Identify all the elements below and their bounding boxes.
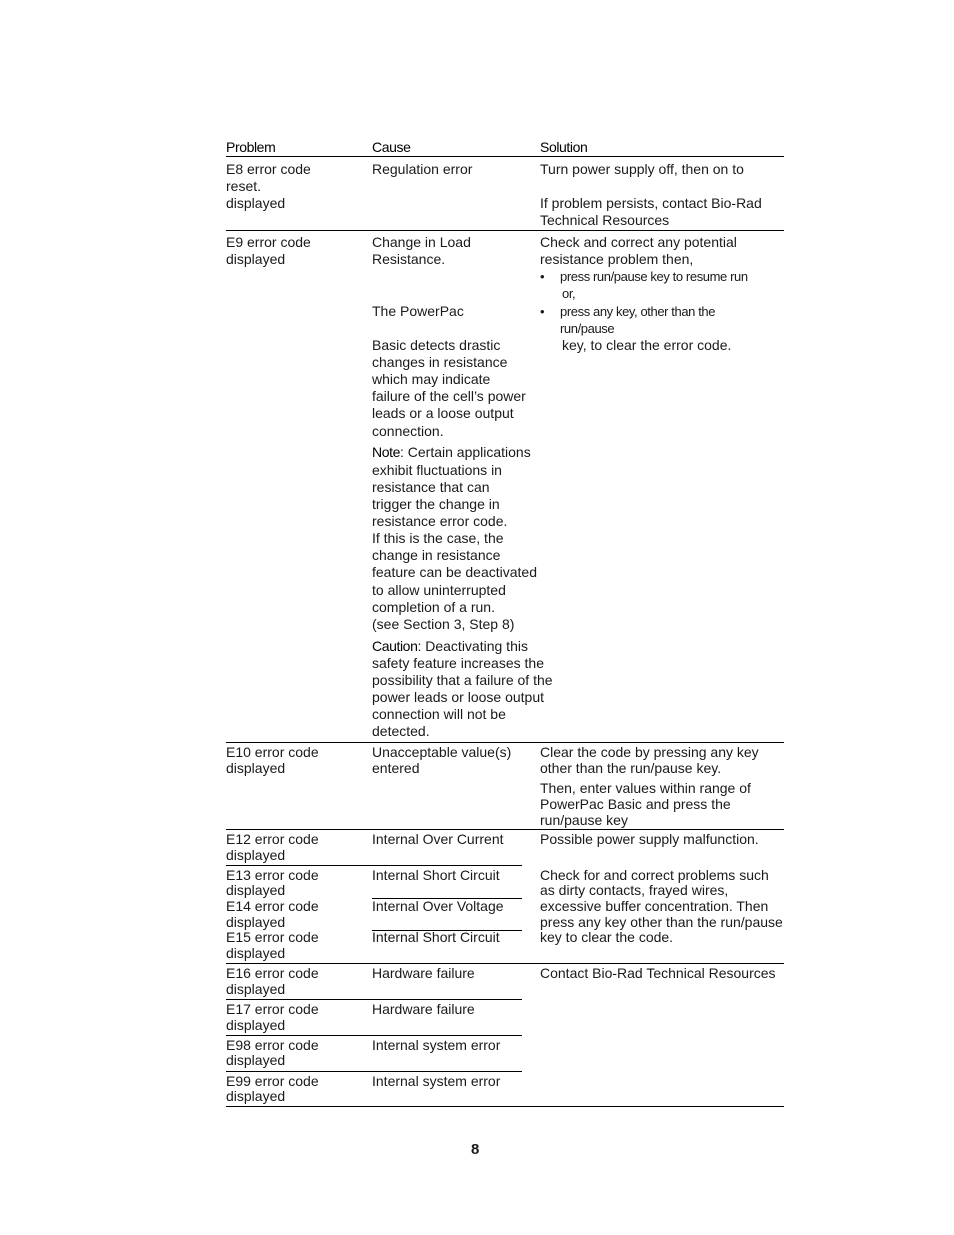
- e99-cause: Internal system error: [372, 1073, 501, 1089]
- e8-solution-line-3: Technical Resources: [540, 212, 670, 228]
- e9-caution-line-1: [372, 638, 528, 655]
- e16-cause: Hardware failure: [372, 965, 475, 981]
- e9-note-line-3: resistance that can: [372, 479, 490, 495]
- e9-note-line-5: resistance error code.: [372, 513, 508, 529]
- e15-cause: Internal Short Circuit: [372, 929, 500, 945]
- table-bottom-rule: [226, 1106, 784, 1107]
- e9-note-line-2: exhibit fluctuations in: [372, 462, 502, 478]
- e10-solution-line-1: Clear the code by pressing any key: [540, 744, 759, 760]
- caution-text: : Deactivating this: [417, 638, 528, 654]
- page-number: 8: [471, 1141, 480, 1158]
- row-rule-e12: [226, 865, 522, 866]
- row-rule-e8: [226, 230, 784, 231]
- e9-bullet-1-text: press run/pause key to resume run: [560, 269, 748, 284]
- e12-cause: Internal Over Current: [372, 831, 504, 847]
- group-solution-line-5: key to clear the code.: [540, 929, 674, 945]
- e16-problem-line-1: E16 error code: [226, 965, 319, 981]
- row-rule-e16: [226, 999, 522, 1000]
- e13-problem-line-2: displayed: [226, 882, 286, 898]
- row-rule-e17: [226, 1035, 522, 1036]
- e14-cause: Internal Over Voltage: [372, 898, 504, 914]
- bullet-2: •: [540, 304, 545, 319]
- e15-problem-line-1: E15 error code: [226, 929, 319, 945]
- header-solution: Solution: [540, 139, 588, 155]
- e9-or-text: or,: [562, 286, 576, 301]
- e9-caution-line-6: detected.: [372, 723, 430, 739]
- e9-note-line-4: trigger the change in: [372, 496, 500, 512]
- e9-note-line-8: feature can be deactivated: [372, 564, 538, 580]
- e16-problem-line-2: displayed: [226, 981, 286, 997]
- e9-cause-powerpac: The PowerPac: [372, 303, 464, 319]
- group-solution-line-4: press any key other than the run/pause: [540, 914, 783, 930]
- e8-problem-line-3: displayed: [226, 195, 286, 211]
- e10-problem-line-2: displayed: [226, 760, 286, 776]
- e9-note-line-1: [372, 444, 531, 461]
- e99-problem-line-2: displayed: [226, 1088, 286, 1104]
- e9-bullet-2-line-2: run/pause: [560, 321, 615, 336]
- row-rule-e9: [226, 742, 784, 743]
- e9-problem-line-2: displayed: [226, 251, 286, 267]
- header-rule: [226, 156, 784, 157]
- e17-problem-line-2: displayed: [226, 1017, 286, 1033]
- group-solution-line-3: excessive buffer concentration. Then: [540, 898, 769, 914]
- e10-cause-line-2: entered: [372, 760, 420, 776]
- e9-bullet-2-line-1: press any key, other than the: [560, 304, 716, 319]
- e8-solution-line-1: Turn power supply off, then on to: [540, 161, 744, 177]
- e17-cause: Hardware failure: [372, 1001, 475, 1017]
- row-rule-e98: [226, 1071, 522, 1072]
- e9-note-line-10: completion of a run.: [372, 599, 495, 615]
- e9-caution-line-5: connection will not be: [372, 706, 506, 722]
- e9-cause-line-2: Resistance.: [372, 251, 446, 267]
- e9-cause-detail-3: which may indicate: [372, 371, 491, 387]
- e10-problem-line-1: E10 error code: [226, 744, 319, 760]
- e14-problem-line-2: displayed: [226, 914, 286, 930]
- e12-problem-line-2: displayed: [226, 847, 286, 863]
- header-problem: Problem: [226, 139, 276, 155]
- e10-solution-line-5: run/pause key: [540, 812, 628, 828]
- e9-solution-line-2: resistance problem then,: [540, 251, 694, 267]
- e9-caution-line-3: possibility that a failure of the: [372, 672, 553, 688]
- header-cause: Cause: [372, 139, 411, 155]
- bullet-1: •: [540, 269, 545, 284]
- e8-problem-line-2: reset.: [226, 178, 262, 194]
- e9-solution-line-1: Check and correct any potential: [540, 234, 737, 250]
- group-solution-line-1: Check for and correct problems such: [540, 867, 769, 883]
- e9-note-line-6: If this is the case, the: [372, 530, 504, 546]
- e8-solution-line-2: If problem persists, contact Bio-Rad: [540, 195, 762, 211]
- row-rule-e10: [226, 829, 784, 830]
- e9-bullet-2-tail: key, to clear the error code.: [562, 337, 732, 353]
- e9-cause-detail-2: changes in resistance: [372, 354, 508, 370]
- e10-solution-line-4: PowerPac Basic and press the: [540, 796, 731, 812]
- e98-problem-line-2: displayed: [226, 1052, 286, 1068]
- e9-caution-line-4: power leads or loose output: [372, 689, 544, 705]
- e98-problem-line-1: E98 error code: [226, 1037, 319, 1053]
- e9-note-line-11: (see Section 3, Step 8): [372, 616, 515, 632]
- e99-problem-line-1: E99 error code: [226, 1073, 319, 1089]
- e9-note-line-7: change in resistance: [372, 547, 501, 563]
- row-rule-e15: [226, 963, 784, 964]
- e12-problem-line-1: E12 error code: [226, 831, 319, 847]
- e10-solution-line-3: Then, enter values within range of: [540, 780, 751, 796]
- e9-cause-detail-1: Basic detects drastic: [372, 337, 501, 353]
- e98-cause: Internal system error: [372, 1037, 501, 1053]
- e9-cause-detail-6: connection.: [372, 423, 444, 439]
- e13-cause: Internal Short Circuit: [372, 867, 500, 883]
- e17-problem-line-1: E17 error code: [226, 1001, 319, 1017]
- e16-solution: Contact Bio-Rad Technical Resources: [540, 965, 776, 981]
- e9-cause-detail-5: leads or a loose output: [372, 405, 514, 421]
- e9-note-line-9: to allow uninterrupted: [372, 582, 506, 598]
- e9-cause-line-1: Change in Load: [372, 234, 471, 250]
- e9-cause-detail-4: failure of the cell’s power: [372, 388, 526, 404]
- e9-problem-line-1: E9 error code: [226, 234, 311, 250]
- e9-caution-line-2: safety feature increases the: [372, 655, 544, 671]
- e8-cause: Regulation error: [372, 161, 473, 177]
- e13-problem-line-1: E13 error code: [226, 867, 319, 883]
- e12-solution: Possible power supply malfunction.: [540, 831, 759, 847]
- e15-problem-line-2: displayed: [226, 945, 286, 961]
- e10-solution-line-2: other than the run/pause key.: [540, 760, 722, 776]
- e14-problem-line-1: E14 error code: [226, 898, 319, 914]
- e8-problem-line-1: E8 error code: [226, 161, 311, 177]
- e10-cause-line-1: Unacceptable value(s): [372, 744, 512, 760]
- note-label: Note: [372, 444, 400, 460]
- group-solution-line-2: as dirty contacts, frayed wires,: [540, 882, 729, 898]
- note-text: : Certain applications: [399, 444, 531, 460]
- caution-label: Caution: [372, 638, 418, 654]
